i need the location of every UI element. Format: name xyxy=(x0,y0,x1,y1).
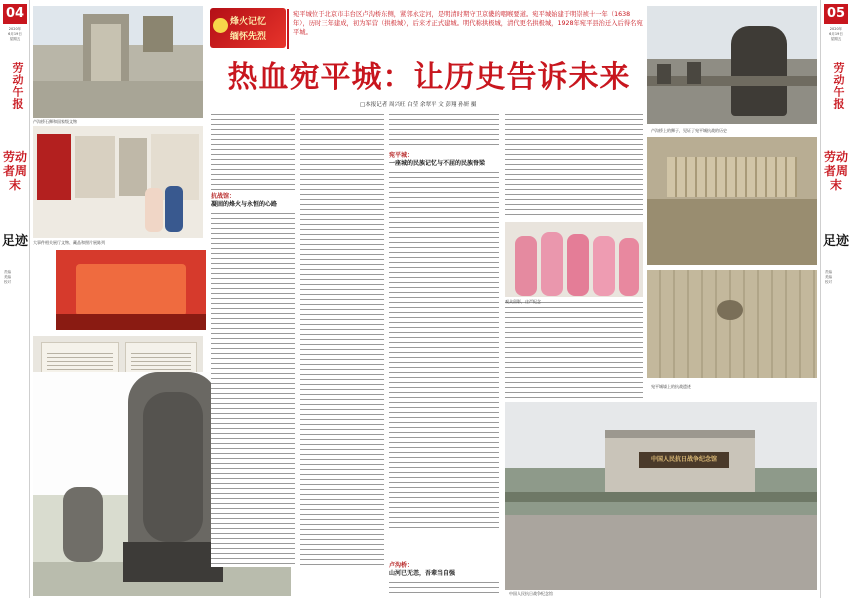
caption-photo-7: 宛平城墙上的抗战遗迹 xyxy=(651,384,691,389)
date-line: 6月19日 xyxy=(8,32,22,36)
article-column-2 xyxy=(300,112,384,567)
intro-bar xyxy=(287,9,289,49)
section-right: 劳动者周末 xyxy=(823,150,848,192)
date-line: 星期五 xyxy=(830,37,842,41)
article-column-3b xyxy=(389,170,499,530)
column-left: 足迹 xyxy=(2,234,29,249)
brand-left: 劳动午报 xyxy=(11,62,24,110)
editor-line: 校对 xyxy=(825,280,832,284)
column-right: 足迹 xyxy=(823,234,850,249)
subhead-wanping-sub: 一座城的民族记忆与不屈的民族脊梁 xyxy=(389,160,486,167)
article-column-3c xyxy=(389,580,499,595)
editor-line: 责编 xyxy=(4,270,11,274)
article-column-4 xyxy=(505,112,643,217)
date-line: 2020年 xyxy=(829,27,843,31)
photo-stone-tablet xyxy=(33,6,203,118)
brand-right: 劳动午报 xyxy=(832,62,845,110)
editor-line: 美编 xyxy=(4,275,11,279)
star-badge-icon xyxy=(213,18,228,33)
article-column-1 xyxy=(211,112,295,192)
editor-line: 校对 xyxy=(4,280,11,284)
caption-photo-8: 中国人民抗日战争纪念馆 xyxy=(509,591,553,596)
date-line: 星期五 xyxy=(9,37,21,41)
museum-sign: 中国人民抗日战争纪念馆 xyxy=(650,456,717,463)
intro-text: 宛平城位于北京市丰台区卢沟桥东侧，紧邻永定河，是明清时期守卫京畿的咽喉要道。宛平城始建于明崇祯十一年（1638年），历时三年建成，初为军营（拱极城），后来才正式建城。明代称拱极城，清代更名拱极城，1928年宛平县治迁入后得名宛平城。 xyxy=(293,11,643,37)
photo-exhibition-hall xyxy=(33,126,203,238)
subhead-anti-war: 抗战馆： xyxy=(211,193,236,200)
right-rail xyxy=(820,0,850,598)
page-number-left: 04 xyxy=(3,4,27,24)
subhead-anti-war-sub: 凝固的烽火与永恒的心路 xyxy=(211,201,278,208)
subhead-lugou: 卢沟桥： xyxy=(389,562,414,569)
article-column-1b xyxy=(211,211,295,567)
photo-wall-ruins xyxy=(647,270,817,378)
article-column-4b xyxy=(505,300,643,400)
logo-line-1: 烽火记忆 xyxy=(230,17,267,27)
photo-street xyxy=(647,137,817,265)
series-logo xyxy=(210,8,286,48)
caption-photo-4: 观众留影，庄严纪念 xyxy=(505,299,541,304)
editor-line: 责编 xyxy=(825,270,832,274)
left-rail xyxy=(0,0,30,598)
date-line: 2020年 xyxy=(8,27,22,31)
byline: □本报记者 周兴旺 白莹 余翠平 文 彭翔 孙妍 摄 xyxy=(360,102,477,108)
date-right xyxy=(823,27,849,42)
editor-line: 美编 xyxy=(825,275,832,279)
page-headline: 热血宛平城：让历史告诉未来 xyxy=(227,60,631,95)
date-left xyxy=(2,27,28,42)
section-left: 劳动者周末 xyxy=(2,150,27,192)
caption-photo-1: 卢沟桥石狮和国家级文物 xyxy=(33,119,77,124)
date-line: 6月19日 xyxy=(829,32,843,36)
article-column-3 xyxy=(389,112,499,148)
photo-red-banner xyxy=(56,250,206,330)
caption-photo-5: 卢沟桥上的狮子，见证了宛平城抗战的历史 xyxy=(651,128,727,133)
subhead-lugou-sub: 山河已无恙，吾辈当自强 xyxy=(389,570,456,577)
page-number-right: 05 xyxy=(824,4,848,24)
editor-credits-left xyxy=(4,270,26,285)
editor-credits-right xyxy=(825,270,847,285)
photo-volunteers xyxy=(505,222,643,297)
logo-line-2: 缅怀先烈 xyxy=(230,32,267,42)
subhead-wanping: 宛平城： xyxy=(389,152,414,159)
photo-lion-statue xyxy=(647,6,817,124)
photo-museum xyxy=(505,402,817,590)
caption-photo-2: 大事件相关展厅文物、藏品和照片展陈列 xyxy=(33,240,105,245)
